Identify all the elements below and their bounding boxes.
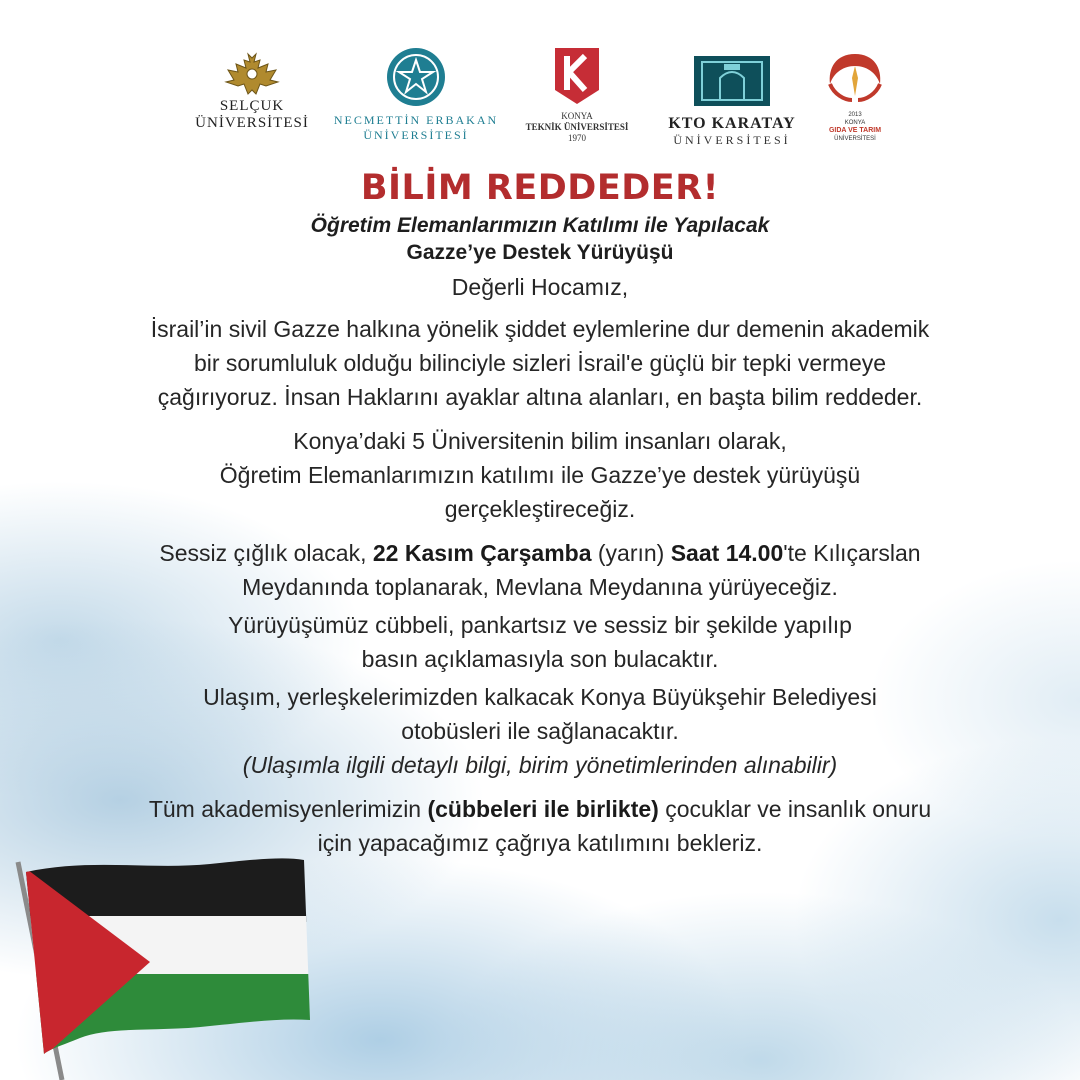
transport-note: (Ulaşımla ilgili detaylı bilgi, birim yönetimlerinden alınabilir) [242,752,838,778]
paragraph-schedule-line [0,536,1080,570]
subtitle-participation: Öğretim Elemanlarımızın Katılımı ile Yapılacak [310,214,770,237]
ktun-university-logo [514,46,640,144]
gidatarim-year: 2013 [848,112,862,118]
greeting: Değerli Hocamız, [451,274,629,300]
paragraph-transport-line: Ulaşım, yerleşkelerimizden kalkacak Konya Büyükşehir Belediyesi [203,684,877,710]
selcuk-university-logo [184,50,320,132]
palestine-flag-icon [0,850,340,1080]
selcuk-university: ÜNİVERSİTESİ [195,115,309,131]
paragraph-schedule [0,536,1080,604]
paragraph-call-line: bir sorumluluk olduğu bilinciyle sizleri İsrail'e güçlü bir tepki vermeye [193,350,887,376]
paragraph-transport [0,680,1080,782]
karatay-university: ÜNİVERSİTESİ [673,133,791,147]
invitation-text: çocuklar ve insanlık onuru [658,796,932,822]
erbakan-university-logo [326,46,506,143]
paragraph-transport-line: otobüsleri ile sağlanacaktır. [401,718,679,744]
schedule-text: Sessiz çığlık olacak, [159,540,373,566]
invitation-text: Tüm akademisyenlerimizin [148,796,428,822]
paragraph-invitation [0,792,1080,860]
subtitle-march: Gazze’ye Destek Yürüyüşü [406,241,674,264]
gate-emblem-icon [692,54,772,108]
paragraph-call-line: çağırıyoruz. İnsan Haklarını ayaklar altına alanları, en başta bilim reddeder. [157,384,923,410]
paragraph-universities-line: gerçekleştireceğiz. [444,496,636,522]
gidatarim-university-logo [820,48,890,143]
announcement-content [0,164,1080,860]
erbakan-name: NECMETTİN ERBAKAN [333,113,499,127]
headline: BİLİM REDDEDER! [360,168,720,208]
ktun-name: TEKNİK ÜNİVERSİTESİ [525,122,629,132]
double-headed-eagle-icon [222,50,282,98]
gidatarim-city: KONYA [844,120,866,126]
paragraph-universities-line: Öğretim Elemanlarımızın katılımı ile Gazze’ye destek yürüyüşü [219,462,861,488]
paragraph-universities [0,424,1080,526]
paragraph-march-style [0,608,1080,676]
invitation-bold: (cübbeleri ile birlikte) [427,796,659,822]
schedule-text: (yarın) [591,540,671,566]
erbakan-university: ÜNİVERSİTESİ [363,128,469,142]
schedule-text: 'te Kılıçarslan [783,540,921,566]
paragraph-march-style-line: Yürüyüşümüz cübbeli, pankartsız ve sessiz bir şekilde yapılıp [228,612,852,638]
paragraph-march-style-line: basın açıklamasıyla son bulacaktır. [361,646,719,672]
paragraph-invitation-line: için yapacağımız çağrıya katılımını bekleriz. [317,830,763,856]
karatay-university-logo [660,54,804,147]
star-emblem-icon [385,46,447,108]
paragraph-call-line: İsrail’in sivil Gazze halkına yönelik şiddet eylemlerine dur demenin akademik [150,316,930,342]
ktun-year: 1970 [568,133,586,143]
karatay-name: KTO KARATAY [668,115,796,132]
university-logos [0,44,1080,164]
paragraph-invitation-line [0,792,1080,826]
schedule-date: 22 Kasım Çarşamba [372,540,592,566]
k-shield-icon [551,46,603,106]
paragraph-schedule-line: Meydanında toplanarak, Mevlana Meydanına yürüyeceğiz. [242,574,838,600]
wheat-emblem-icon [824,48,886,106]
paragraph-call [0,312,1080,414]
selcuk-name: SELÇUK [219,98,285,114]
ktun-city: KONYA [561,111,593,121]
paragraph-universities-line: Konya’daki 5 Üniversitenin bilim insanları olarak, [293,428,787,454]
gidatarim-name: GIDA VE TARIM [828,127,882,134]
gidatarim-university: ÜNİVERSİTESİ [834,136,876,142]
schedule-time: Saat 14.00 [670,540,784,566]
